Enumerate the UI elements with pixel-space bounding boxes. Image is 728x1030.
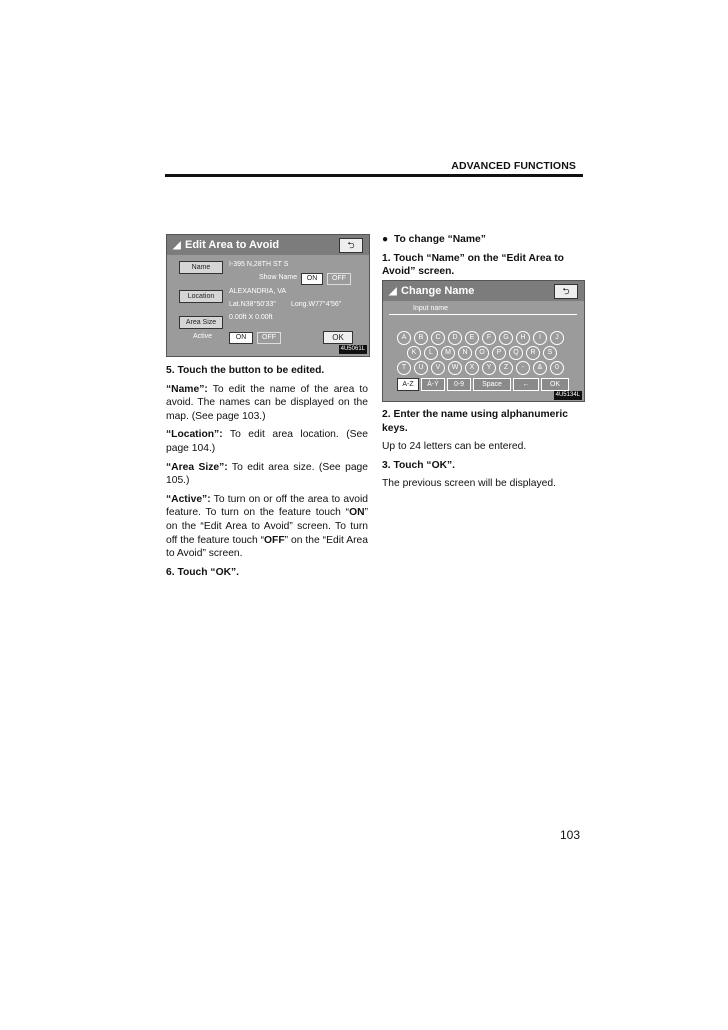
key-X[interactable]: X [465, 361, 479, 375]
bullet-icon: ● [382, 234, 389, 245]
key-P[interactable]: P [492, 346, 506, 360]
area-size-button[interactable]: Area Size [179, 316, 223, 329]
active-off-button[interactable]: OFF [257, 332, 281, 344]
key-J[interactable]: J [550, 331, 564, 345]
key--[interactable]: - [516, 361, 530, 375]
active-description: “Active”: To turn on or off the area to avoid feature. To turn on the feature touch “ON” on the “Edit Area to Avoid” screen. To turn off the feature touch “OFF” on the “Edit Area to Avoid” screen. [166, 493, 368, 560]
step-2: 2. Enter the name using alphanumeric keys. [382, 409, 568, 434]
figure-code: 4U5061L [340, 346, 365, 352]
key-Q[interactable]: Q [509, 346, 523, 360]
header-rule [165, 174, 583, 177]
az-button[interactable]: A-Z [397, 378, 419, 391]
left-column [166, 364, 368, 584]
key-M[interactable]: M [441, 346, 455, 360]
step-5: 5. Touch the button to be edited. [166, 365, 325, 376]
key-G[interactable]: G [499, 331, 513, 345]
screen-title: Change Name [401, 285, 475, 297]
active-label: Active [193, 333, 213, 340]
figure-code: 4U5134L [555, 392, 580, 398]
space-button[interactable]: Space [473, 378, 511, 391]
key-O[interactable]: O [475, 346, 489, 360]
key-E[interactable]: E [465, 331, 479, 345]
numbers-button[interactable]: 0-9 [447, 378, 471, 391]
active-on-button[interactable]: ON [229, 332, 253, 344]
latitude-value: Lat.N38°50'33" [229, 301, 276, 308]
input-name-label: Input name [413, 305, 449, 312]
right-column-bottom [382, 408, 584, 496]
key-0[interactable]: 0 [550, 361, 564, 375]
step-6: 6. Touch “OK”. [166, 566, 240, 578]
show-name-on-button[interactable]: ON [301, 273, 323, 285]
back-button[interactable]: ⮌ [554, 284, 578, 299]
location-button[interactable]: Location [179, 290, 223, 303]
key-B[interactable]: B [414, 331, 428, 345]
location-description: “Location”: To edit area location. (See page 104.) [166, 429, 368, 454]
key-F[interactable]: F [482, 331, 496, 345]
key-L[interactable]: L [424, 346, 438, 360]
key-R[interactable]: R [526, 346, 540, 360]
key-I[interactable]: I [533, 331, 547, 345]
map-icon: ◢ [389, 286, 397, 297]
key-Z[interactable]: Z [499, 361, 513, 375]
screen-title: Edit Area to Avoid [185, 239, 280, 251]
key-U[interactable]: U [414, 361, 428, 375]
page-number: 103 [559, 828, 580, 842]
key-D[interactable]: D [448, 331, 462, 345]
name-description: “Name”: To edit the name of the area to avoid. The names can be displayed on the map. (See page 103.) [166, 383, 368, 422]
step-3: 3. Touch “OK”. [382, 459, 456, 471]
area-size-description: “Area Size”: To edit area size. (See page 105.) [166, 461, 368, 487]
show-name-off-button[interactable]: OFF [327, 273, 351, 285]
key-K[interactable]: K [407, 346, 421, 360]
name-button[interactable]: Name [179, 261, 223, 274]
step-1: 1. Touch “Name” on the “Edit Area to Avoid” screen. [382, 252, 564, 278]
key-A[interactable]: A [397, 331, 411, 345]
backspace-button[interactable]: ← [513, 378, 539, 391]
longitude-value: Long.W77°4'56" [291, 301, 342, 308]
key-V[interactable]: V [431, 361, 445, 375]
show-name-label: Show Name [259, 274, 298, 281]
result-note: The previous screen will be displayed. [382, 478, 556, 490]
accent-button[interactable]: À-Ý [421, 378, 445, 391]
key-T[interactable]: T [397, 361, 411, 375]
key-H[interactable]: H [516, 331, 530, 345]
key-Y[interactable]: Y [482, 361, 496, 375]
edit-area-screen [166, 234, 370, 357]
map-icon: ◢ [173, 240, 181, 251]
change-name-screen [382, 280, 585, 402]
location-value: ALEXANDRIA, VA [229, 288, 287, 295]
ok-button[interactable]: OK [323, 331, 353, 344]
input-field[interactable] [389, 314, 577, 315]
area-size-value: 0.00ft X 0.00ft [229, 314, 273, 321]
ok-button[interactable]: OK [541, 378, 569, 391]
back-button[interactable]: ⮌ [339, 238, 363, 253]
key-N[interactable]: N [458, 346, 472, 360]
key-C[interactable]: C [431, 331, 445, 345]
bullet-heading: ● To change “Name” [382, 234, 486, 245]
key-W[interactable]: W [448, 361, 462, 375]
key-S[interactable]: S [543, 346, 557, 360]
section-title: ADVANCED FUNCTIONS [451, 160, 576, 172]
key-&[interactable]: & [533, 361, 547, 375]
letter-limit-note: Up to 24 letters can be entered. [382, 441, 527, 453]
right-column-top [382, 233, 584, 284]
name-value: I-395 N,28TH ST S [229, 261, 289, 268]
